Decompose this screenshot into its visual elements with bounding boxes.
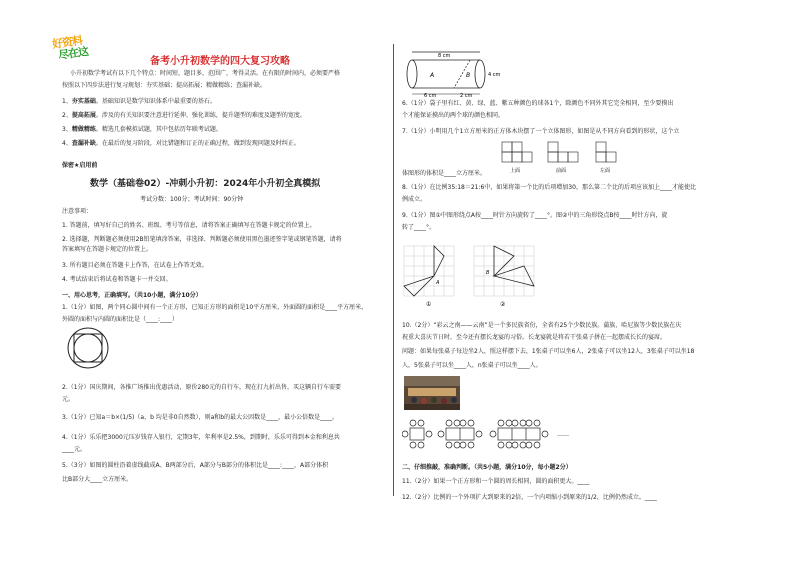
view-label-front: 前面 bbox=[556, 168, 567, 174]
item-num: 4、 bbox=[62, 140, 72, 147]
q9-line1: 9.（1分）图①中图形绕点A按____时针方向旋转了____°。图②中的三角形绕点B按____时针方向，旋 bbox=[402, 212, 668, 219]
logo-line2: 尽在这 bbox=[57, 44, 89, 63]
item-num: 1、 bbox=[62, 98, 72, 105]
concentric-circles-figure bbox=[66, 326, 110, 370]
q8-line2: 例成立。 bbox=[402, 196, 427, 203]
logo bbox=[51, 33, 98, 63]
exam-subtitle: 考试分数：100分；考试时间：90分钟 bbox=[140, 196, 244, 203]
logo-line1: 好资料 bbox=[51, 33, 83, 52]
item-num: 2、 bbox=[62, 112, 72, 119]
q12: 12.（2分）比例的一个外项扩大到原来的2倍，一个内项缩小到原来的1/2，比例仍然成立。____ bbox=[402, 494, 657, 501]
q10-line1: 10.（2分）“彩云之南——云南”是一个多民族省份，全省有25个少数民族。蒲族、哈尼族等少数民族在庆 bbox=[402, 322, 682, 329]
q2-line2: 元。 bbox=[62, 396, 75, 403]
item-head: 查漏补缺 bbox=[71, 140, 96, 147]
banquet-photo bbox=[404, 376, 460, 410]
item-text: 。在最后的复习阶段，对比错题和订正的正确过程，做到发现问题及时纠正。 bbox=[95, 140, 300, 147]
notice-title: 注意事项： bbox=[62, 208, 93, 215]
part-a-label: A bbox=[430, 72, 435, 79]
point-b-label: B bbox=[486, 270, 490, 276]
item-text: 。涉及的有关知识要注意进行延伸、强化训练，提升题型的难度及题型的宽度。 bbox=[95, 112, 306, 119]
exam-title: 数学（基础卷02）-冲刺小升初：2024年小升初全真模拟 bbox=[90, 179, 321, 189]
figure-label-2: ② bbox=[500, 301, 506, 308]
notice-2: 2. 选择题，判断题必须使用2B铅笔填涂答案，非选择、判断题必须使用黑色墨迹签字笔或钢笔答题，请将 bbox=[62, 236, 342, 243]
strategy-title: 备考小升初数学的四大复习攻略 bbox=[150, 56, 290, 67]
notice-2b: 答案填写在答题卡规定的位置上。 bbox=[62, 246, 153, 253]
view-label-left: 左面 bbox=[600, 168, 611, 174]
q1-line1: 1.（1分）如图，两个同心圆中间有一个正方形，已知正方形的面积是10平方厘米，外面圆的面积是____平方厘米， bbox=[62, 304, 368, 311]
strategy-item-2 bbox=[62, 112, 306, 120]
item-head: 提高拓展 bbox=[71, 112, 96, 119]
q4-line2: ____元。 bbox=[62, 446, 87, 453]
q6-line1: 6.（1分）袋子里有红、黄、绿、蓝、紫五种颜色的球各1个，除颜色不同外其它完全相同，至少要摸出 bbox=[402, 100, 674, 107]
q10-line4: 人，5张桌子可以坐____人，n张桌子可以坐____人。 bbox=[402, 362, 542, 369]
q1-line2: 外圆的面积与内圆的面积比是（____:____） bbox=[62, 316, 179, 323]
part-b-label: B bbox=[466, 72, 471, 79]
q4-line1: 4.（1分）乐乐把3000元压岁钱存入银行，定期3年，年利率是2.5%，到期时，乐乐可得到本金和利息共 bbox=[62, 434, 340, 441]
q9-line2: 转了____°。 bbox=[402, 224, 436, 231]
strategy-item-1 bbox=[62, 98, 216, 106]
notice-1: 1. 答题前，填写好自己的姓名、班级、考号等信息，请将答案正确填写在答题卡规定的位置上。 bbox=[62, 222, 316, 229]
q5-line1: 5.（3分）如图的圆柱沿着虚线截成A、B两部分后，A部分与B部分的体积比是____:____，A部分体积 bbox=[62, 462, 329, 469]
q5-line2: 比B部分大____立方厘米。 bbox=[62, 476, 133, 483]
section2-title: 二、仔细推敲，准确判断。（共5小题，满分10分，每小题2分） bbox=[402, 464, 572, 471]
cylinder-right-label: 2 cm bbox=[460, 93, 473, 98]
q11: 11.（2分）如果一个正方形和一个圆的周长相同，圆的面积更大。____ bbox=[402, 478, 590, 485]
notice-3: 3. 所有题目必须在答题卡上作答，在试卷上作答无效。 bbox=[62, 262, 208, 269]
item-head: 精做精练 bbox=[71, 126, 96, 133]
dots: …… bbox=[557, 431, 569, 438]
notice-4: 4. 考试结束后将试卷和答题卡一并交回。 bbox=[62, 276, 172, 283]
section1-title: 一、用心思考，正确填写。（共10小题，满分10分） bbox=[62, 292, 202, 299]
q2-line1: 2.（1分）国庆期间，各推广场推出优惠活动，原价280元的自行车，现在打九折出售，买这辆自行车需要 bbox=[62, 384, 341, 391]
cylinder-left-label: 6 cm bbox=[424, 93, 437, 98]
cylinder-figure bbox=[400, 48, 500, 98]
column-divider bbox=[393, 44, 394, 496]
item-num: 3、 bbox=[62, 126, 72, 133]
strategy-item-4 bbox=[62, 140, 300, 148]
tables-figure bbox=[402, 416, 602, 456]
q3: 3.（1分）已知a＝b×(1/5)（a、b 均是非0自然数），则a和b的最大公因数是____，最小公倍数是____。 bbox=[62, 414, 339, 421]
q8-line1: 8.（1分）在比例35:18＝21:6中，如果将第一个比的后项增加30，那么第二个比的后项应该加上____才能使比 bbox=[402, 184, 696, 191]
item-text: 。基础知识是数学知识体系中最重要的基石。 bbox=[95, 98, 216, 105]
rotation-figures bbox=[402, 244, 542, 310]
q10-line2: 祝重大喜庆节日时，至今还有摆长龙宴的习俗。长龙宴就是将若干张桌子拼在一起摆成长长的宴席。 bbox=[402, 334, 667, 341]
q7-line1: 7.（1分）小明用几个1立方厘米的正方体木块摆了一个立体图形，如图是从不同方向看到的形状，这个立 bbox=[402, 128, 680, 135]
three-views-figure bbox=[500, 140, 630, 180]
cylinder-top-label: 8 cm bbox=[438, 53, 451, 59]
q7-line2: 体图形的体积是____立方厘米。 bbox=[402, 170, 487, 177]
strategy-intro-1: 小升初数学考试有以下几个特点：时间短，题目多，范围广，考得灵活。在有限的时间内，必须要严格 bbox=[70, 70, 341, 77]
item-head: 夯实基础 bbox=[71, 98, 96, 105]
cylinder-height-label: 4 cm bbox=[488, 72, 500, 78]
figure-label-1: ① bbox=[426, 301, 432, 308]
q10-line3: 问题：如果每张桌子每边坐2人，照这样摆下去，1张桌子可以坐6人，2张桌子可以坐12人，3张桌子可以坐18 bbox=[402, 348, 695, 355]
secret-label: 保密★启用前 bbox=[62, 162, 98, 169]
strategy-item-3 bbox=[62, 126, 222, 134]
point-a-label: A bbox=[436, 280, 440, 286]
item-text: 。精选几套模拟试题，其中包括历年联考试题。 bbox=[95, 126, 222, 133]
strategy-intro-2: 按照以下四步法进行复习规划：夯实基础；提高拓展；精做精练；查漏补缺。 bbox=[62, 82, 267, 89]
view-label-top: 上面 bbox=[510, 168, 521, 174]
q6-line2: 个才能保证摸出的两个球的颜色相同。 bbox=[402, 112, 505, 119]
